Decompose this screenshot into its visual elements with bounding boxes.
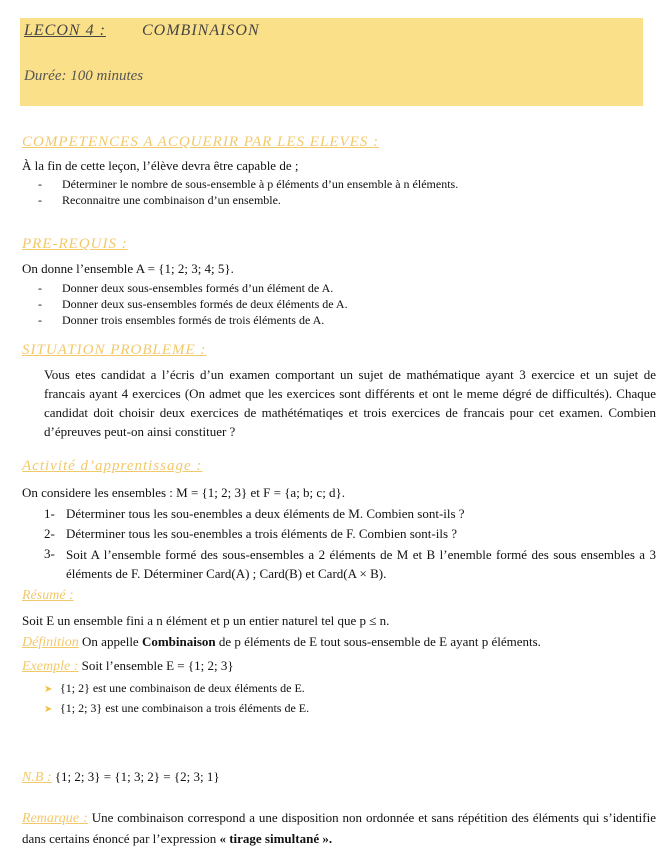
list-item: - Donner trois ensembles formés de trois éléments de A.	[38, 313, 325, 327]
activite-intro: On considere les ensembles : M = {1; 2; 3} et F = {a; b; c; d}.	[22, 485, 346, 500]
competences-list	[38, 176, 638, 208]
activite-heading: Activité d’apprentissage :	[22, 458, 203, 474]
competences-heading: COMPETENCES A ACQUERIR PAR LES ELEVES :	[22, 134, 380, 150]
list-item: 2- Déterminer tous les sou-enembles a trois éléments de F. Combien sont-ils ?	[44, 526, 458, 541]
list-item: ➤ {1; 2; 3} est une combinaison a trois éléments de E.	[44, 700, 644, 718]
definition-line: Définition On appelle Combinaison de p éléments de E tout sous-ensemble de E ayant p éléments.	[22, 634, 541, 650]
remarque-block: Remarque : Une combinaison correspond a une disposition non ordonnée et sans répétition des éléments qui s’identifie dans certains énoncé par l’expression « tirage simultané ».	[22, 810, 657, 846]
activite-list	[44, 505, 656, 583]
lesson-title: COMBINAISON	[142, 22, 260, 39]
nb-heading: N.B :	[22, 770, 52, 785]
definition-heading: Définition	[22, 635, 79, 650]
list-item: 3- Soit A l’ensemble formé des sous-ensembles a 2 éléments de M et B l’enemble formé des sous ensembles a 3 éléments de F. Déterminer Card(A) ; Card(B) et Card(A × B).	[44, 546, 656, 581]
prerequis-intro: On donne l’ensemble A = {1; 2; 3; 4; 5}.	[22, 261, 234, 276]
nb-line: N.B : {1; 2; 3} = {1; 3; 2} = {2; 3; 1}	[22, 769, 220, 785]
list-item: 1- Déterminer tous les sou-enembles a deux éléments de M. Combien sont-ils ?	[44, 506, 465, 521]
list-item: - Donner deux sous-ensembles formés d’un élément de A.	[38, 281, 334, 295]
arrow-bullet-icon: ➤	[44, 684, 53, 695]
exemple-heading: Exemple :	[22, 659, 79, 674]
remarque-heading: Remarque :	[22, 811, 88, 826]
list-item: - Donner deux sus-ensembles formés de deux éléments de A.	[38, 297, 348, 311]
list-item: ➤ {1; 2} est une combinaison de deux éléments de E.	[44, 680, 644, 698]
lesson-duration: Durée: 100 minutes	[24, 68, 144, 84]
list-item: - Reconnaitre une combinaison d’un ensemble.	[38, 193, 281, 207]
prerequis-heading: PRE-REQUIS :	[22, 236, 128, 252]
situation-heading: SITUATION PROBLEME :	[22, 342, 207, 358]
competences-intro: À la fin de cette leçon, l’élève devra être capable de ;	[22, 158, 299, 173]
resume-text: Soit E un ensemble fini a n élément et p un entier naturel tel que p ≤ n.	[22, 613, 390, 628]
arrow-bullet-icon: ➤	[44, 704, 53, 715]
exemple-list	[44, 680, 644, 718]
list-item: - Déterminer le nombre de sous-ensemble à p éléments d’un ensemble à n éléments.	[38, 177, 459, 191]
exemple-line: Exemple : Soit l’ensemble E = {1; 2; 3}	[22, 658, 234, 674]
prerequis-list	[38, 280, 638, 328]
title-band	[20, 18, 643, 58]
lesson-number: LECON 4 :	[24, 22, 106, 39]
situation-text: Vous etes candidat a l’écris d’un examen comportant un sujet de mathématique ayant 3 exercice et un sujet de francais ayant 4 exercices (On admet que les exercices sont différents et ont le meme dégré de difficultés). Chaque candidat doit choisir deux exercices de mathétématiqes et trois exercices de francais pour cet examen. Combien d’épreuves peut-on ainsi constituer ?	[44, 367, 656, 439]
resume-heading: Résumé :	[22, 588, 74, 603]
